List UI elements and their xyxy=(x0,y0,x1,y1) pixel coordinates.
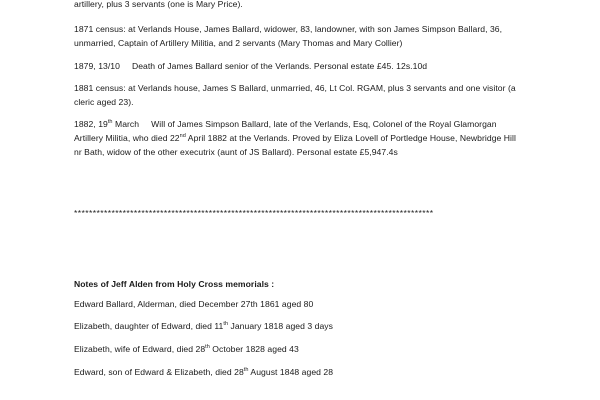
paragraph-1871-census xyxy=(74,22,526,50)
ordinal-suffix: th xyxy=(223,321,229,328)
note-text-continued: January 1818 aged 3 days xyxy=(228,321,333,331)
note-text: Edward, son of Edward & Elizabeth, died 28 xyxy=(74,367,244,377)
entry-date-month: March xyxy=(112,119,140,129)
note-text: Elizabeth, daughter of Edward, died 11 xyxy=(74,321,224,331)
paragraph-artillery-servants xyxy=(74,0,526,11)
note-line xyxy=(74,319,526,333)
paragraph-text: 1871 census: at Verlands House, James Ballard, widower, 83, landowner, with son James Simpson Ballard, 36, unmarried, Captain of Artillery Militia, and 2 servants (Mary Thomas and Mary Collier) xyxy=(74,24,503,48)
notes-heading: Notes of Jeff Alden from Holy Cross memorials : xyxy=(74,279,275,289)
entry-date: 1879, 13/10 xyxy=(74,61,120,71)
paragraph-text: 1881 census: at Verlands house, James S Ballard, unmarried, 46, Lt Col. RGAM, plus 3 servants and one visitor (a cleric aged 23). xyxy=(74,83,516,107)
ordinal-suffix: th xyxy=(107,119,113,126)
note-text-continued: October 1828 aged 43 xyxy=(209,344,299,354)
paragraph-text: Will of James Simpson Ballard, late of the Verlands, Esq, Colonel of the Royal Glamorgan Artillery Militia, who died 22 xyxy=(74,119,497,143)
ordinal-suffix: th xyxy=(205,344,210,351)
note-text: Elizabeth, wife of Edward, died 28 xyxy=(74,344,206,354)
paragraph-text-continued: April 1882 at the Verlands. Proved by Eliza Lovell of Portledge House, Newbridge Hill nr Bath, widow of the other executrix (aunt of JS Ballard). Personal estate £5,947.4s xyxy=(74,133,516,157)
note-text-continued: August 1848 aged 28 xyxy=(248,367,334,377)
note-line xyxy=(74,342,526,356)
paragraph-text: artillery, plus 3 servants (one is Mary Price). xyxy=(74,0,243,9)
paragraph-1882-will xyxy=(74,117,526,159)
ordinal-suffix: th xyxy=(243,367,249,374)
asterisk-separator: ************************************************************************************************ xyxy=(74,208,434,218)
note-line xyxy=(74,297,526,311)
ordinal-suffix: nd xyxy=(179,133,186,140)
note-text: Edward Ballard, Alderman, died December 27th 1861 aged 80 xyxy=(74,299,314,309)
paragraph-1881-census xyxy=(74,81,526,109)
paragraph-1879-death xyxy=(74,59,526,73)
paragraph-text: Death of James Ballard senior of the Verlands. Personal estate £45. 12s.10d xyxy=(131,61,428,71)
entry-date: 1882, 19 xyxy=(74,119,108,129)
note-line xyxy=(74,365,526,379)
